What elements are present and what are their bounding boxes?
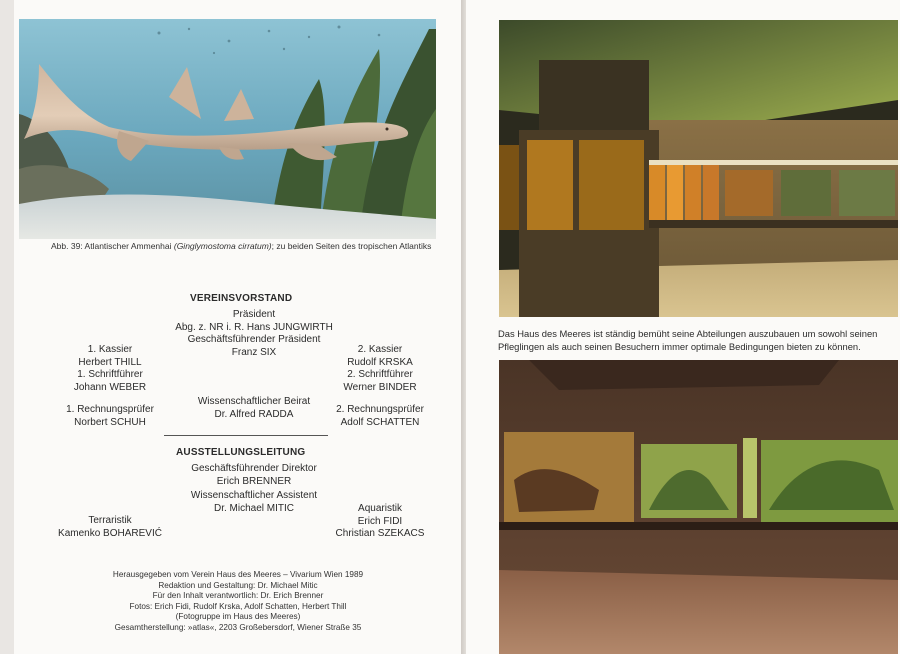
kassier1-name: Herbert THILL xyxy=(78,356,142,368)
terraristik-name: Kamenko BOHAREVIĆ xyxy=(58,527,162,539)
caption-suffix: ; zu beiden Seiten des tropischen Atlantiks xyxy=(271,241,432,251)
pruefer2-name: Adolf SCHATTEN xyxy=(340,416,420,428)
assistent-block xyxy=(164,490,344,515)
ausstellungsleitung-heading: AUSSTELLUNGSLEITUNG xyxy=(176,447,306,458)
aquaristik-role: Aquaristik xyxy=(358,503,402,514)
kassier1-role: 1. Kassier xyxy=(87,344,133,355)
vereinsvorstand-heading: VEREINSVORSTAND xyxy=(190,293,293,304)
terrarium-hall-illustration xyxy=(499,20,898,317)
schriftfuehrer1-role: 1. Schriftführer xyxy=(77,369,143,380)
gf-praesident-block xyxy=(164,334,344,359)
credit-line: Gesamtherstellung: »atlas«, 2203 Großebersdorf, Wiener Straße 35 xyxy=(114,622,362,632)
kassier2-name: Rudolf KRSKA xyxy=(347,356,413,368)
direktor-name: Erich BRENNER xyxy=(216,475,292,487)
gf-praesident-role: Geschäftsführender Präsident xyxy=(187,334,321,345)
direktor-role: Geschäftsführender Direktor xyxy=(191,463,317,474)
praesident-block xyxy=(164,309,344,334)
schriftfuehrer1-name: Johann WEBER xyxy=(73,381,147,393)
schriftfuehrer2-name: Werner BINDER xyxy=(343,381,417,393)
credit-line: Redaktion und Gestaltung: Dr. Michael Mitic xyxy=(158,580,318,590)
caption-latin: (Ginglymostoma cirratum) xyxy=(173,241,272,251)
caption-prefix: Abb. 39: Atlantischer Ammenhai xyxy=(51,241,174,251)
nurse-shark-photo xyxy=(19,19,436,239)
photo-caption xyxy=(51,241,431,252)
publication-credits xyxy=(98,570,378,633)
schriftfuehrer1-block xyxy=(60,369,160,394)
pruefer1-role: 1. Rechnungsprüfer xyxy=(66,404,154,415)
pruefer1-block xyxy=(55,404,165,429)
terraristik-role: Terraristik xyxy=(88,515,132,526)
assistent-role: Wissenschaftlicher Assistent xyxy=(190,490,318,501)
credit-line: Fotos: Erich Fidi, Rudolf Krska, Adolf Schatten, Herbert Thill xyxy=(129,601,347,611)
aquaristik-block xyxy=(330,503,430,541)
section-divider xyxy=(164,435,328,436)
kassier2-block xyxy=(330,344,430,369)
caption-line: Pfleglingen als auch seinen Besuchern immer optimale Bedingungen bieten zu können. xyxy=(498,341,861,352)
aquarium-room-illustration xyxy=(499,360,898,654)
credit-line: (Fotogruppe im Haus des Meeres) xyxy=(175,612,301,621)
kassier1-block xyxy=(60,344,160,369)
left-page xyxy=(14,0,461,654)
kassier2-role: 2. Kassier xyxy=(357,344,403,355)
beirat-role: Wissenschaftlicher Beirat xyxy=(197,396,311,407)
schriftfuehrer2-block xyxy=(330,369,430,394)
aquaristik-name2: Christian SZEKACS xyxy=(335,528,425,539)
beirat-name: Dr. Alfred RADDA xyxy=(214,408,294,420)
right-page-caption xyxy=(498,327,877,353)
caption-line: Das Haus des Meeres ist ständig bemüht seine Abteilungen auszubauen um sowohl seinen xyxy=(498,328,878,339)
aquarium-room-photo xyxy=(499,360,898,654)
assistent-name: Dr. Michael MITIC xyxy=(213,502,294,514)
gf-praesident-name: Franz SIX xyxy=(231,346,277,358)
beirat-block xyxy=(164,396,344,421)
pruefer2-block xyxy=(325,404,435,429)
nurse-shark-illustration xyxy=(19,19,436,239)
direktor-block xyxy=(164,463,344,488)
pruefer1-name: Norbert SCHUH xyxy=(74,416,146,428)
schriftfuehrer2-role: 2. Schriftführer xyxy=(347,369,413,380)
credit-line: Für den Inhalt verantwortlich: Dr. Erich Brenner xyxy=(152,591,324,600)
aquaristik-name1: Erich FIDI xyxy=(357,515,403,527)
right-page xyxy=(466,0,900,654)
credit-line: Herausgegeben vom Verein Haus des Meeres – Vivarium Wien 1989 xyxy=(112,570,364,579)
pruefer2-role: 2. Rechnungsprüfer xyxy=(336,404,424,415)
terrarium-hall-photo xyxy=(499,20,898,317)
praesident-name: Abg. z. NR i. R. Hans JUNGWIRTH xyxy=(175,321,333,333)
terraristik-block xyxy=(55,515,165,540)
praesident-role: Präsident xyxy=(232,309,276,320)
